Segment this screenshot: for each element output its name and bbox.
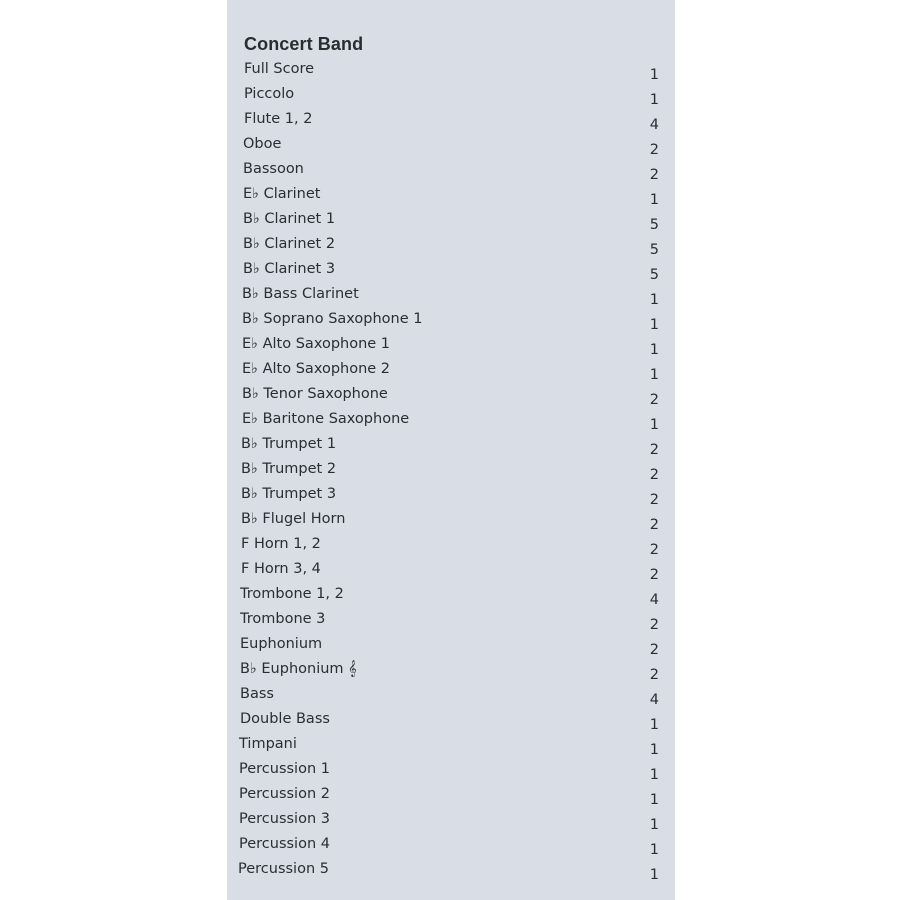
list-item (227, 509, 675, 534)
part-count: 2 (649, 642, 659, 658)
list-item (227, 159, 675, 184)
part-count: 1 (649, 767, 659, 783)
list-item (227, 484, 675, 509)
part-count: 1 (649, 717, 659, 733)
part-name: B♭ Euphonium 𝄞 (240, 661, 357, 677)
part-count: 2 (649, 617, 659, 633)
part-name: B♭ Clarinet 2 (243, 236, 336, 252)
part-name: Percussion 1 (239, 761, 330, 777)
part-count: 1 (649, 92, 659, 108)
list-item (227, 759, 675, 784)
part-name: Bass (240, 686, 274, 702)
part-name: Euphonium (240, 636, 323, 652)
part-count: 1 (649, 192, 659, 208)
part-name: Timpani (239, 736, 297, 752)
list-item (227, 734, 675, 759)
part-count: 2 (649, 492, 659, 508)
part-count: 1 (649, 67, 659, 83)
list-item (227, 184, 675, 209)
list-item (227, 559, 675, 584)
part-count: 4 (649, 592, 659, 608)
list-item (227, 684, 675, 709)
part-count: 2 (649, 392, 659, 408)
list-item (227, 659, 675, 684)
list-item (227, 234, 675, 259)
page-title: Concert Band (244, 34, 364, 54)
part-count: 2 (649, 167, 659, 183)
list-item (227, 359, 675, 384)
part-count: 5 (649, 242, 659, 258)
part-name: Percussion 2 (239, 786, 330, 802)
part-name: B♭ Clarinet 1 (243, 211, 336, 227)
part-name: Piccolo (244, 86, 295, 102)
part-count: 2 (649, 517, 659, 533)
part-name: E♭ Alto Saxophone 2 (242, 361, 391, 377)
part-count: 4 (649, 117, 659, 133)
parts-list-page (227, 0, 675, 900)
part-count: 2 (649, 567, 659, 583)
part-name: Percussion 3 (239, 811, 330, 827)
list-item (227, 209, 675, 234)
list-item (227, 134, 675, 159)
part-name: Percussion 5 (238, 861, 329, 877)
list-item (227, 634, 675, 659)
part-name: F Horn 3, 4 (241, 561, 321, 577)
part-count: 1 (649, 417, 659, 433)
part-count: 2 (649, 142, 659, 158)
list-item (227, 109, 675, 134)
part-count: 2 (649, 542, 659, 558)
part-name: B♭ Flugel Horn (241, 511, 346, 527)
list-item (227, 384, 675, 409)
list-item (227, 259, 675, 284)
part-name: Oboe (243, 136, 282, 152)
part-count: 5 (649, 267, 659, 283)
part-name: Bassoon (243, 161, 304, 177)
part-count: 1 (649, 317, 659, 333)
part-count: 2 (649, 442, 659, 458)
list-item (227, 809, 675, 834)
part-count: 1 (649, 842, 659, 858)
parts-list (227, 59, 675, 884)
list-item (227, 309, 675, 334)
part-name: B♭ Trumpet 3 (241, 486, 337, 502)
part-count: 1 (649, 792, 659, 808)
list-item (227, 859, 675, 884)
part-name: E♭ Alto Saxophone 1 (242, 336, 391, 352)
list-item (227, 709, 675, 734)
part-name: B♭ Clarinet 3 (243, 261, 336, 277)
list-item (227, 284, 675, 309)
part-name: B♭ Trumpet 2 (241, 461, 337, 477)
list-item (227, 84, 675, 109)
part-name: B♭ Bass Clarinet (242, 286, 359, 302)
list-item (227, 534, 675, 559)
list-item (227, 784, 675, 809)
part-count: 1 (649, 867, 659, 883)
part-name: B♭ Tenor Saxophone (242, 386, 388, 402)
part-count: 1 (649, 342, 659, 358)
part-name: Trombone 3 (240, 611, 326, 627)
list-item (227, 584, 675, 609)
list-item (227, 409, 675, 434)
list-item (227, 334, 675, 359)
part-count: 4 (649, 692, 659, 708)
part-name: B♭ Trumpet 1 (241, 436, 337, 452)
list-item (227, 459, 675, 484)
list-item (227, 59, 675, 84)
part-count: 2 (649, 667, 659, 683)
list-item (227, 434, 675, 459)
part-name: Full Score (244, 61, 315, 77)
part-count: 1 (649, 742, 659, 758)
part-name: Trombone 1, 2 (240, 586, 344, 602)
part-name: E♭ Clarinet (243, 186, 321, 202)
part-name: Percussion 4 (239, 836, 330, 852)
part-name: Flute 1, 2 (244, 111, 313, 127)
part-count: 1 (649, 817, 659, 833)
part-count: 2 (649, 467, 659, 483)
part-count: 5 (649, 217, 659, 233)
part-count: 1 (649, 367, 659, 383)
part-name: E♭ Baritone Saxophone (242, 411, 410, 427)
part-name: Double Bass (240, 711, 330, 727)
part-name: F Horn 1, 2 (241, 536, 321, 552)
list-item (227, 609, 675, 634)
part-count: 1 (649, 292, 659, 308)
part-name: B♭ Soprano Saxophone 1 (242, 311, 423, 327)
list-item (227, 834, 675, 859)
